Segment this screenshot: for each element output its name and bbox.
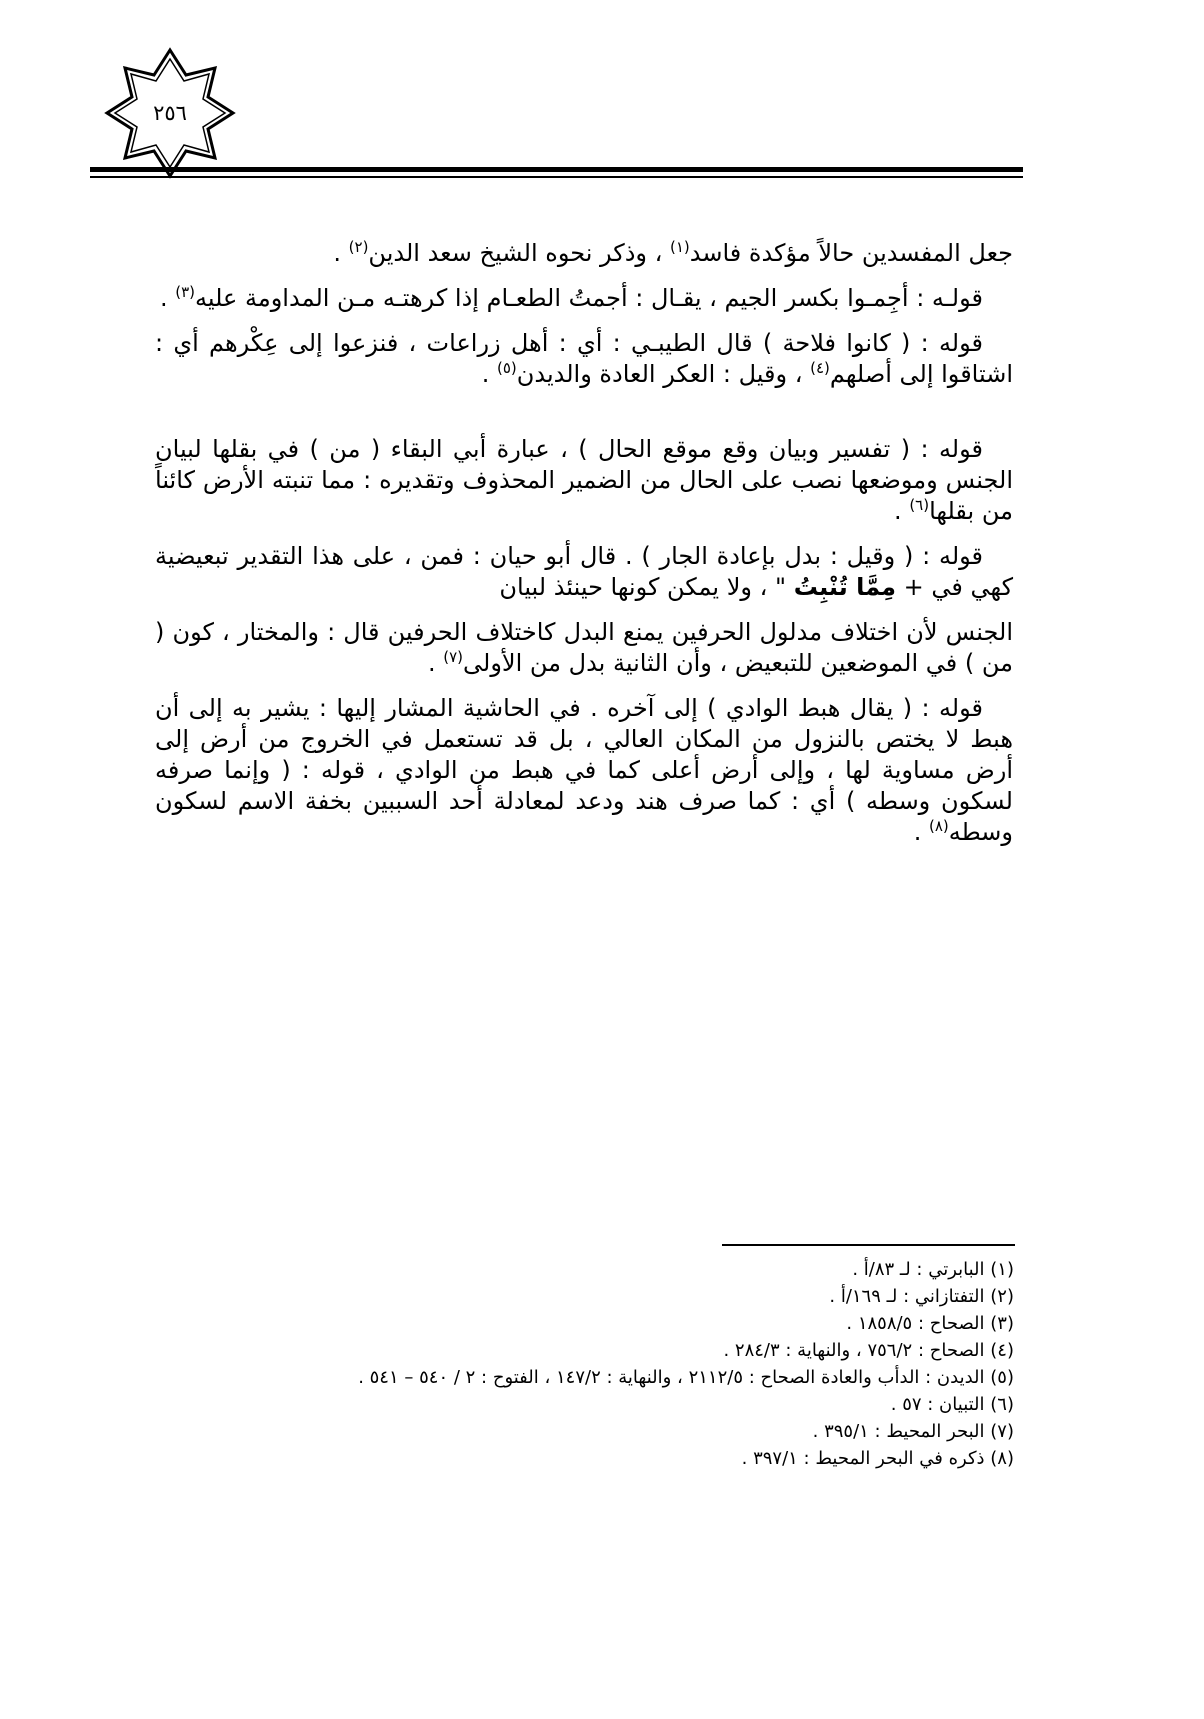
footnote-item: (٣) الصحاح : ١٨٥٨/٥ . bbox=[846, 1313, 1014, 1334]
text-segment: جعل المفسدين حالاً مؤكدة فاسد bbox=[689, 239, 1013, 267]
paragraph bbox=[155, 617, 1013, 679]
text-segment: . bbox=[159, 284, 176, 312]
footnote-separator bbox=[722, 1244, 1015, 1246]
text-segment: " ، ولا يمكن كونها حينئذ لبيان bbox=[499, 573, 794, 601]
paragraph bbox=[155, 283, 1013, 314]
paragraph bbox=[155, 434, 1013, 527]
text-segment: ، وذكر نحوه الشيخ سعد الدين bbox=[368, 239, 670, 267]
text-segment: ، وقيل : العكر العادة والديدن bbox=[516, 360, 811, 388]
footnote-item: (٧) البحر المحيط : ٣٩٥/١ . bbox=[812, 1421, 1014, 1442]
paragraph bbox=[155, 541, 1013, 603]
quran-quote: مِمَّا تُنْبِتُ bbox=[793, 573, 897, 601]
text-segment: . bbox=[481, 360, 497, 388]
header-rule-thick bbox=[90, 167, 1023, 172]
page-number: ٢٥٦ bbox=[153, 101, 187, 125]
text-segment: قوله : ( يقال هبط الوادي ) إلى آخره . في الحاشية المشار إليها : يشير به إلى أن هبط لا يختص بالنزول من المكان العالي ، بل قد تستعمل في الخروج من أرض إلى أرض مساوية لها ، وإلى أرض أعلى كما في هبط من الوادي ، قوله : ( وإنما صرفه لسكون وسطه ) أي : كما صرف هند ودعد لمعادلة أحد السببين بخفة الاسم لسكون وسطه bbox=[155, 694, 1013, 846]
main-text bbox=[155, 238, 1013, 862]
footnote-reference: (٧) bbox=[443, 648, 463, 666]
text-segment: قوله : ( تفسير وبيان وقع موقع الحال ) ، عبارة أبي البقاء ( من ) في بقلها لبيان الجنس وموضعها نصب على الحال من الضمير المحذوف وتقديره : مما تنبته الأرض كائناً من بقلها bbox=[155, 435, 1013, 525]
footnote-reference: (٨) bbox=[928, 817, 949, 835]
text-segment: قوله : ( وقيل : بدل بإعادة الجار ) . قال أبو حيان : فمن ، على هذا التقدير تبعيضية كهي في + bbox=[155, 542, 1013, 601]
text-segment: . bbox=[333, 239, 349, 267]
footnote-reference: (٥) bbox=[496, 359, 517, 377]
footnote-item: (٦) التبيان : ٥٧ . bbox=[890, 1394, 1014, 1415]
paragraph bbox=[155, 693, 1013, 848]
footnote-reference: (٤) bbox=[810, 359, 830, 377]
text-segment: . bbox=[427, 649, 444, 677]
footnote-reference: (٦) bbox=[909, 496, 930, 514]
page-number-badge bbox=[103, 46, 237, 180]
footnote-reference: (١) bbox=[669, 238, 690, 256]
paragraph bbox=[155, 328, 1013, 390]
text-segment: . bbox=[894, 497, 910, 525]
footnote-item: (٤) الصحاح : ٧٥٦/٢ ، والنهاية : ٢٨٤/٣ . bbox=[723, 1340, 1014, 1361]
footnote-reference: (٢) bbox=[348, 238, 369, 256]
footnote-reference: (٣) bbox=[175, 283, 195, 301]
text-segment: قوله : ( كانوا فلاحة ) قال الطيبـي : أي : أهل زراعات ، فنزعوا إلى عِكْرهم أي : اشتاقوا إلى أصلهم bbox=[155, 329, 1013, 388]
footnotes bbox=[148, 1256, 1014, 1472]
footnote-item: (٥) الديدن : الدأب والعادة الصحاح : ٢١١٢/٥ ، والنهاية : ١٤٧/٢ ، الفتوح : ٢ / ٥٤٠ – ٥٤١ . bbox=[358, 1367, 1014, 1388]
text-segment: . bbox=[913, 818, 929, 846]
footnote-item: (١) البابرتي : لـ ٨٣/أ . bbox=[852, 1259, 1014, 1280]
text-segment: الجنس لأن اختلاف مدلول الحرفين يمنع البدل كاختلاف الحرفين قال : والمختار ، كون ( من ) في الموضعين للتبعيض ، وأن الثانية بدل من الأولى bbox=[155, 618, 1013, 677]
footnote-item: (٢) التفتازاني : لـ ١٦٩/أ . bbox=[829, 1286, 1014, 1307]
header-rule-thin bbox=[90, 176, 1023, 178]
paragraph bbox=[155, 238, 1013, 269]
text-segment: قولـه : أجِمـوا بكسر الجيم ، يقـال : أجمتُ الطعـام إذا كرهتـه مـن المداومة عليه bbox=[194, 284, 983, 312]
footnote-item: (٨) ذكره في البحر المحيط : ٣٩٧/١ . bbox=[741, 1448, 1014, 1469]
